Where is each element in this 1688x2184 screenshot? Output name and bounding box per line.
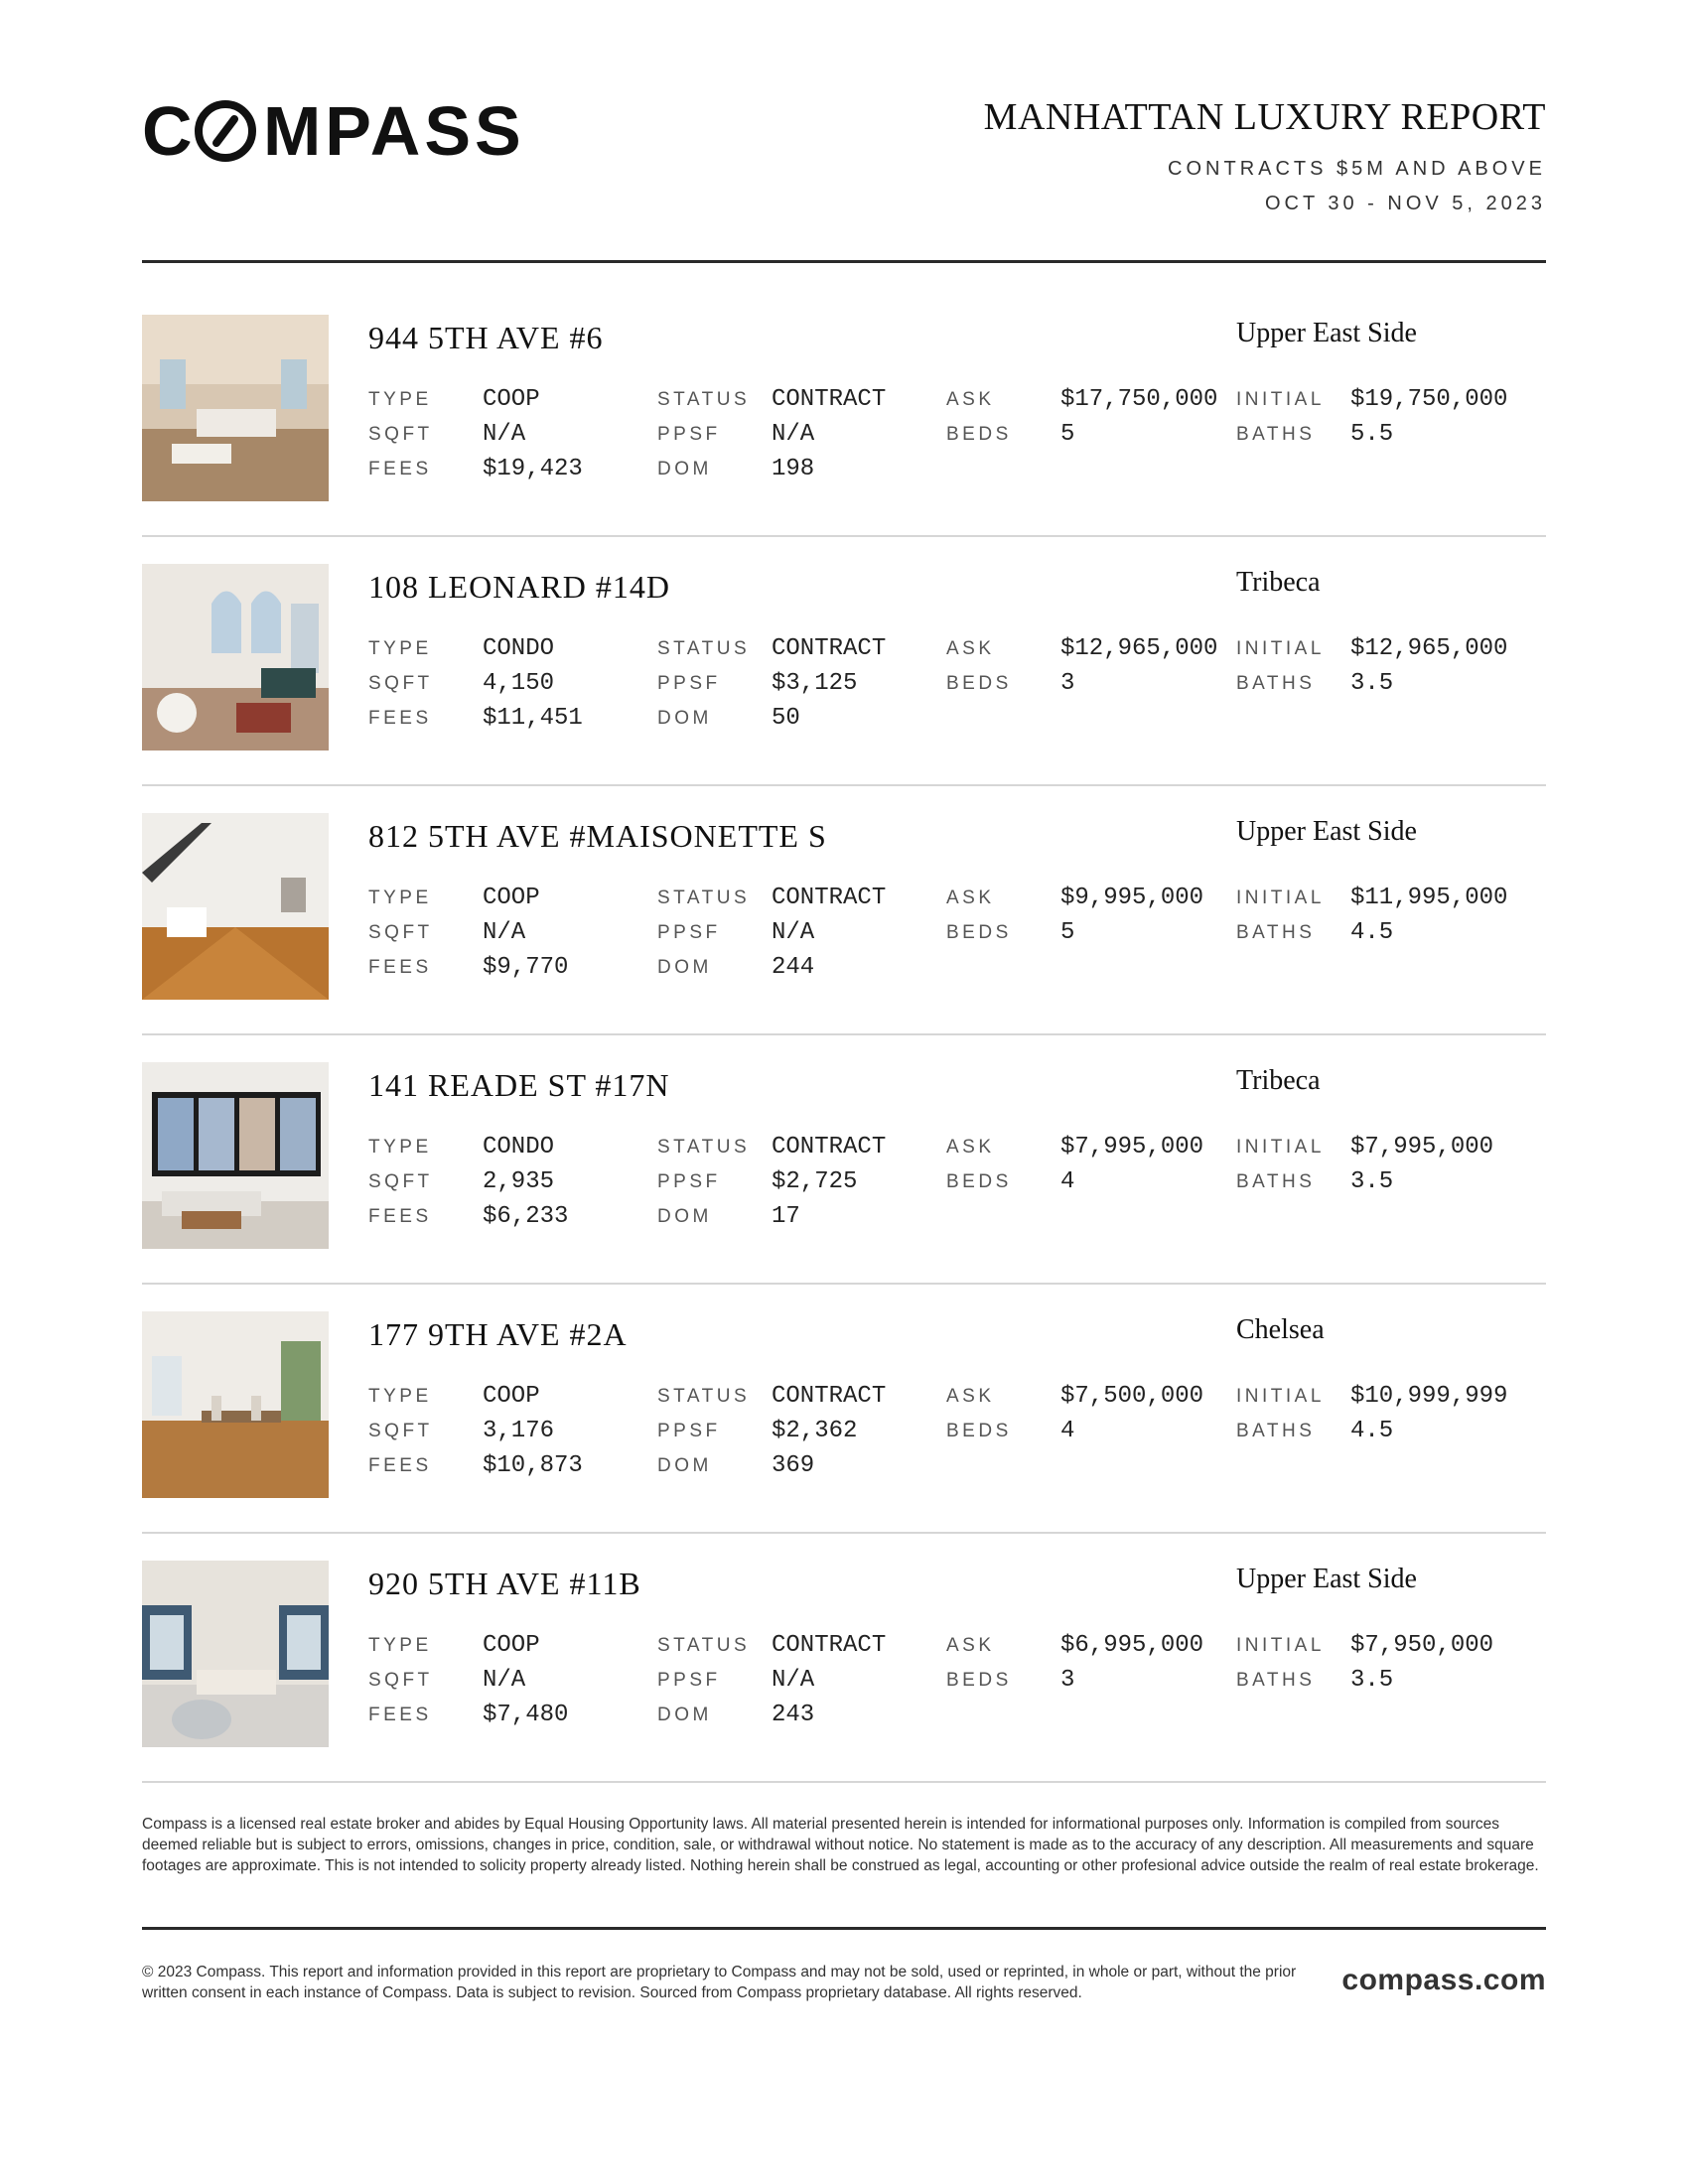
- sqft-label: SQFT: [368, 1669, 433, 1691]
- type-value: CONDO: [483, 1134, 555, 1160]
- listings: [142, 315, 1546, 1810]
- listing-photo: [142, 1062, 329, 1249]
- dom-value: 243: [772, 1702, 815, 1728]
- beds-value: 4: [1060, 1168, 1075, 1195]
- ppsf-value: $2,362: [772, 1418, 858, 1444]
- dom-value: 244: [772, 954, 815, 981]
- baths-label: BATHS: [1236, 672, 1316, 694]
- sqft-label: SQFT: [368, 1170, 433, 1192]
- fees-value: $6,233: [483, 1203, 569, 1230]
- listing-item: [142, 813, 1546, 1062]
- beds-value: 4: [1060, 1418, 1075, 1444]
- ask-label: ASK: [946, 1136, 995, 1158]
- beds-label: BEDS: [946, 1420, 1012, 1441]
- baths-value: 3.5: [1350, 670, 1394, 697]
- initial-label: INITIAL: [1236, 1634, 1325, 1656]
- dom-label: DOM: [657, 1704, 712, 1725]
- listing-divider: [142, 784, 1546, 786]
- listing-divider: [142, 1532, 1546, 1534]
- sqft-label: SQFT: [368, 672, 433, 694]
- fees-label: FEES: [368, 707, 432, 729]
- ppsf-value: $3,125: [772, 670, 858, 697]
- type-label: TYPE: [368, 1634, 432, 1656]
- listing-neighborhood: Upper East Side: [1236, 318, 1417, 348]
- report-date-range: OCT 30 - NOV 5, 2023: [1264, 192, 1546, 214]
- fees-label: FEES: [368, 458, 432, 479]
- fees-value: $10,873: [483, 1452, 583, 1479]
- listing-item: [142, 1062, 1546, 1311]
- dom-label: DOM: [657, 956, 712, 978]
- fees-value: $9,770: [483, 954, 569, 981]
- status-label: STATUS: [657, 637, 751, 659]
- initial-value: $7,995,000: [1350, 1134, 1494, 1160]
- fees-label: FEES: [368, 956, 432, 978]
- type-value: COOP: [483, 386, 540, 413]
- fees-value: $19,423: [483, 456, 583, 482]
- listing-photo: [142, 315, 329, 501]
- baths-label: BATHS: [1236, 423, 1316, 445]
- dom-value: 369: [772, 1452, 815, 1479]
- dom-value: 17: [772, 1203, 800, 1230]
- listing-neighborhood: Chelsea: [1236, 1314, 1325, 1345]
- compass-logo: [142, 95, 559, 167]
- dom-value: 50: [772, 705, 800, 732]
- initial-label: INITIAL: [1236, 388, 1325, 410]
- listing-neighborhood: Upper East Side: [1236, 1564, 1417, 1594]
- beds-value: 5: [1060, 919, 1075, 946]
- listing-item: [142, 315, 1546, 564]
- type-label: TYPE: [368, 637, 432, 659]
- baths-label: BATHS: [1236, 1170, 1316, 1192]
- svg-text:MPASS: MPASS: [263, 99, 525, 163]
- ask-label: ASK: [946, 1385, 995, 1407]
- copyright-text: © 2023 Compass. This report and information provided in this report are proprietary to Compass and may not be sold, used or reprinted, in whole or part, without the prior written consent in each instance of Compass. Data is subject to revision. Sourced from Compass proprietary database. All rights reserved.: [142, 1964, 1297, 2001]
- ask-value: $7,500,000: [1060, 1383, 1204, 1410]
- listing-photo: [142, 564, 329, 751]
- status-value: CONTRACT: [772, 386, 887, 413]
- ppsf-value: $2,725: [772, 1168, 858, 1195]
- ask-label: ASK: [946, 637, 995, 659]
- sqft-label: SQFT: [368, 423, 433, 445]
- ppsf-label: PPSF: [657, 1170, 721, 1192]
- fees-value: $11,451: [483, 705, 583, 732]
- beds-label: BEDS: [946, 921, 1012, 943]
- ppsf-label: PPSF: [657, 1669, 721, 1691]
- listing-neighborhood: Upper East Side: [1236, 816, 1417, 847]
- dom-value: 198: [772, 456, 815, 482]
- baths-label: BATHS: [1236, 921, 1316, 943]
- listing-divider: [142, 1283, 1546, 1285]
- sqft-value: N/A: [483, 919, 526, 946]
- dom-label: DOM: [657, 707, 712, 729]
- beds-label: BEDS: [946, 1669, 1012, 1691]
- listing-address: 944 5TH AVE #6: [368, 320, 604, 355]
- initial-label: INITIAL: [1236, 887, 1325, 908]
- ppsf-value: N/A: [772, 1667, 815, 1694]
- listing-photo: [142, 813, 329, 1000]
- website-link[interactable]: compass.com: [1341, 1964, 1546, 1996]
- listing-neighborhood: Tribeca: [1236, 567, 1321, 598]
- beds-label: BEDS: [946, 423, 1012, 445]
- listing-item: [142, 1311, 1546, 1561]
- footer-divider: [142, 1927, 1546, 1930]
- sqft-value: N/A: [483, 1667, 526, 1694]
- fees-label: FEES: [368, 1454, 432, 1476]
- initial-value: $12,965,000: [1350, 635, 1508, 662]
- beds-value: 3: [1060, 670, 1075, 697]
- ppsf-label: PPSF: [657, 672, 721, 694]
- listing-address: 108 LEONARD #14D: [368, 569, 670, 605]
- ppsf-label: PPSF: [657, 423, 721, 445]
- status-label: STATUS: [657, 1385, 751, 1407]
- ask-value: $12,965,000: [1060, 635, 1218, 662]
- baths-value: 3.5: [1350, 1667, 1394, 1694]
- listing-divider: [142, 1033, 1546, 1035]
- report-title: MANHATTAN LUXURY REPORT: [983, 96, 1546, 138]
- listing-neighborhood: Tribeca: [1236, 1065, 1321, 1096]
- listing-item: [142, 564, 1546, 813]
- sqft-label: SQFT: [368, 921, 433, 943]
- baths-label: BATHS: [1236, 1420, 1316, 1441]
- ask-label: ASK: [946, 388, 995, 410]
- status-value: CONTRACT: [772, 1383, 887, 1410]
- baths-value: 3.5: [1350, 1168, 1394, 1195]
- ask-label: ASK: [946, 887, 995, 908]
- ppsf-label: PPSF: [657, 921, 721, 943]
- beds-value: 5: [1060, 421, 1075, 448]
- baths-label: BATHS: [1236, 1669, 1316, 1691]
- type-value: COOP: [483, 1383, 540, 1410]
- status-value: CONTRACT: [772, 1632, 887, 1659]
- status-label: STATUS: [657, 1634, 751, 1656]
- dom-label: DOM: [657, 1205, 712, 1227]
- listing-address: 141 READE ST #17N: [368, 1067, 670, 1103]
- listing-divider: [142, 535, 1546, 537]
- status-label: STATUS: [657, 887, 751, 908]
- status-label: STATUS: [657, 388, 751, 410]
- type-value: CONDO: [483, 635, 555, 662]
- baths-value: 5.5: [1350, 421, 1394, 448]
- type-label: TYPE: [368, 887, 432, 908]
- beds-value: 3: [1060, 1667, 1075, 1694]
- ask-label: ASK: [946, 1634, 995, 1656]
- listing-address: 177 9TH AVE #2A: [368, 1316, 628, 1352]
- dom-label: DOM: [657, 458, 712, 479]
- type-value: COOP: [483, 885, 540, 911]
- sqft-value: 3,176: [483, 1418, 555, 1444]
- status-value: CONTRACT: [772, 635, 887, 662]
- header-divider: [142, 260, 1546, 263]
- initial-value: $11,995,000: [1350, 885, 1508, 911]
- fees-label: FEES: [368, 1704, 432, 1725]
- listing-photo: [142, 1311, 329, 1498]
- report-subtitle: CONTRACTS $5M AND ABOVE: [1168, 157, 1546, 180]
- fees-label: FEES: [368, 1205, 432, 1227]
- ppsf-value: N/A: [772, 919, 815, 946]
- initial-value: $19,750,000: [1350, 386, 1508, 413]
- initial-value: $7,950,000: [1350, 1632, 1494, 1659]
- status-value: CONTRACT: [772, 1134, 887, 1160]
- initial-value: $10,999,999: [1350, 1383, 1508, 1410]
- type-label: TYPE: [368, 388, 432, 410]
- listing-photo: [142, 1561, 329, 1747]
- listing-divider: [142, 1781, 1546, 1783]
- ask-value: $17,750,000: [1060, 386, 1218, 413]
- sqft-value: 4,150: [483, 670, 555, 697]
- type-value: COOP: [483, 1632, 540, 1659]
- compass-logo-graphic: [142, 99, 559, 163]
- baths-value: 4.5: [1350, 919, 1394, 946]
- sqft-value: N/A: [483, 421, 526, 448]
- report-header: [984, 97, 1546, 213]
- disclaimer-text: Compass is a licensed real estate broker and abides by Equal Housing Opportunity laws. All material presented herein is intended for informational purposes only. Information is compiled from sources deemed reliable but is subject to errors, omissions, changes in price, condition, sale, or withdrawal without notice. No statement is made as to the accuracy of any description. All measurements and square footages are approximate. This is not intended to solicity property already listed. Nothing herein shall be construed as legal, accounting or other profesional advice outside the realm of real estate brokerage.: [142, 1816, 1539, 1874]
- baths-value: 4.5: [1350, 1418, 1394, 1444]
- status-value: CONTRACT: [772, 885, 887, 911]
- ppsf-value: N/A: [772, 421, 815, 448]
- listing-item: [142, 1561, 1546, 1810]
- beds-label: BEDS: [946, 672, 1012, 694]
- fees-value: $7,480: [483, 1702, 569, 1728]
- type-label: TYPE: [368, 1385, 432, 1407]
- initial-label: INITIAL: [1236, 1136, 1325, 1158]
- sqft-label: SQFT: [368, 1420, 433, 1441]
- listing-address: 920 5TH AVE #11B: [368, 1566, 641, 1601]
- initial-label: INITIAL: [1236, 637, 1325, 659]
- beds-label: BEDS: [946, 1170, 1012, 1192]
- ask-value: $6,995,000: [1060, 1632, 1204, 1659]
- status-label: STATUS: [657, 1136, 751, 1158]
- ask-value: $9,995,000: [1060, 885, 1204, 911]
- dom-label: DOM: [657, 1454, 712, 1476]
- type-label: TYPE: [368, 1136, 432, 1158]
- svg-text:C: C: [142, 99, 197, 163]
- ppsf-label: PPSF: [657, 1420, 721, 1441]
- listing-address: 812 5TH AVE #MAISONETTE S: [368, 818, 827, 854]
- sqft-value: 2,935: [483, 1168, 555, 1195]
- ask-value: $7,995,000: [1060, 1134, 1204, 1160]
- initial-label: INITIAL: [1236, 1385, 1325, 1407]
